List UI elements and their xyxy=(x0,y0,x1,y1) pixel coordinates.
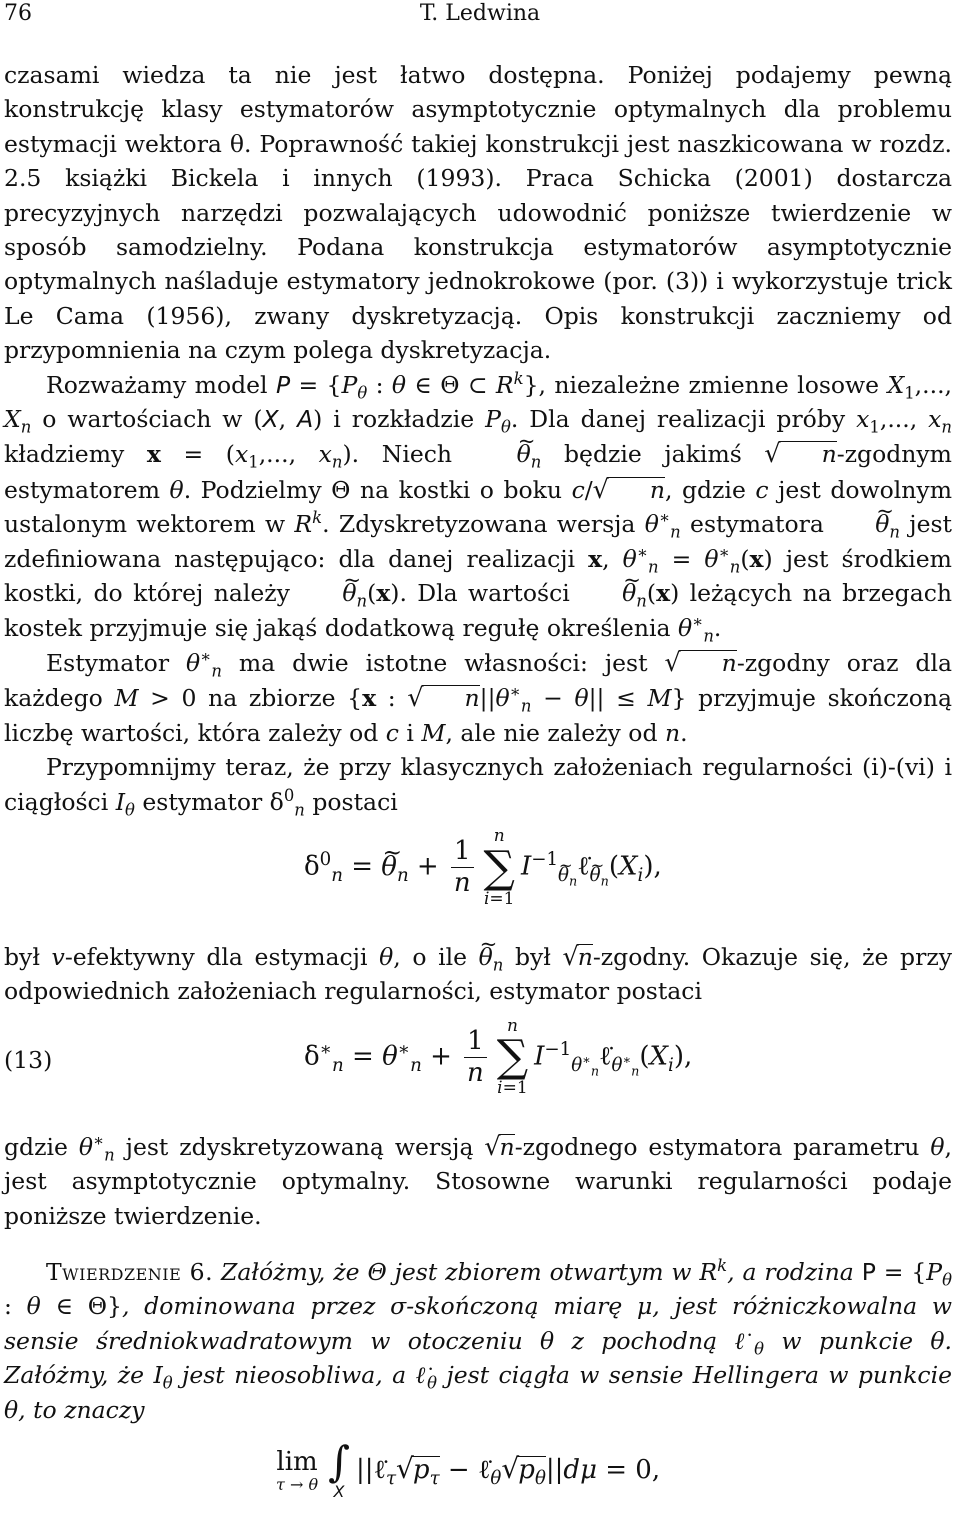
page-header xyxy=(4,0,956,28)
body-text xyxy=(4,58,952,1537)
equation-number: (13) xyxy=(4,1045,53,1074)
display-equation-delta0: $\delta^0_n$ = ~ $\theta_n$ + $\frac{1}{n}$ n ∑ i=1 $I^{-1}_{\theta_n}\ell̇_{\theta_n}(X_i)$, xyxy=(4,819,952,939)
paragraph-efficient: był v-efektywny dla estymacji θ, o ile ~ $\theta_n$ był √n-zgodny. Okazuje się, że przy odpowiednich założeniach regularności, estymator postaci xyxy=(4,939,952,1009)
paragraph-intro: czasami wiedza ta nie jest łatwo dostępna. Poniżej podajemy pewną konstrukcję klasy estymatorów asymptotycznie optymalnych dla problemu estymacji wektora θ. Poprawność takiej konstrukcji jest naszkicowana w rozdz. 2.5 książki Bickela i innych (1993). Praca Schicka (2001) dostarcza precyzyjnych narzędzi pozwalających udowodnić poniższe twierdzenie w sposób samodzielny. Podana konstrukcja estymatorów asymptotycznie optymalnych naśladuje estymatory jednokrokowe (por. (3)) i wykorzystuje trick Le Cama (1956), zwany dyskretyzacją. Opis konstrukcji zaczniemy od przypomnienia na czym polega dyskretyzacja. xyxy=(4,61,952,365)
page-number: 76 xyxy=(4,1,32,26)
paragraph-where: gdzie $\theta^∗_n$ jest zdyskretyzowaną wersją √n-zgodnego estymatora parametru θ, jest asymptotycznie optymalny. Stosowne warunki regularności podaje poniższe twierdzenie. xyxy=(4,1130,952,1230)
display-equation-limit: lim τ → θ ∫ X $||\ell̇_\tau√p_\tau$ − $\ell̇_\theta√p_\theta||d\mu = 0$, xyxy=(276,1437,661,1501)
theorem-6: Twierdzenie 6. Załóżmy, że Θ jest zbiorem otwartym w $R^k$, a rodzina $P = \{P_\theta$ : θ ∈ Θ}, dominowana przez σ-skończoną miarę μ, jest różniczkowalna w sensie średniokwadratowym w otoczeniu θ z pochodną $\ell̇_\theta$ w punkcie θ. Załóżmy, że $I_\theta$ jest nieosobliwa, a $\ell̇_\theta$ jest ciągła w sensie Hellingera w punkcie θ, to znaczy xyxy=(4,1256,953,1424)
paragraph-estimator: Estymator $\theta^∗_n$ ma dwie istotne własności: jest √ n-zgodny oraz dla każdego M > 0 na zbiorze {x : √ $n||\theta^∗_n - \theta|| \le M$} przyjmuje skończoną liczbę wartości, która zależy od c i M, ale nie zależy od n. xyxy=(4,646,953,747)
display-equation-13: (13) $\delta^∗_n = \theta^∗_n$ + $\frac{1}{n}$ n ∑ i=1 $I^{-1}_{\theta^∗_n}\ell̇_{\theta^∗_n}(X_i)$, xyxy=(4,1015,693,1099)
theorem-title: Twierdzenie 6. xyxy=(46,1257,214,1286)
running-head: T. Ledwina xyxy=(419,1,541,26)
paragraph-model: Rozważamy model $P = \{P_\theta$ : θ ∈ Θ ⊂ $R^k$}, niezależne zmienne losowe $X_1$,..., $X_n$ o wartościach w (X, A) i rozkładzie $P_\theta$. Dla danej realizacji próby $x_1$,..., $x_n$ kładziemy $x = (x_1$,..., $x_n$). Niech ~ $\theta_n$ będzie jakimś √ n-zgodnym estymatorem θ. Podzielmy Θ na kostki o boku c/√ n, gdzie c jest dowolnym ustalonym wektorem w $R^k$. Zdyskretyzowana wersja $\theta^∗_n$ estymatora ~ $\theta_n$ jest zdefiniowana następująco: dla danej realizacji x, $\theta^∗_n = \theta^∗_n(x)$ jest środkiem kostki, do której należy ~ $\theta_n(x)$. Dla wartości ~ $\theta_n(x)$ leżących na brzegach kostek przyjmuje się jakąś dodatkową regułę określenia $\theta^∗_n$. xyxy=(4,368,952,645)
paragraph-recall: Przypomnijmy teraz, że przy klasycznych założeniach regularności (i)-(vi) i ciągłości $I_\theta$ estymator $\delta^0_n$ postaci xyxy=(4,753,952,820)
